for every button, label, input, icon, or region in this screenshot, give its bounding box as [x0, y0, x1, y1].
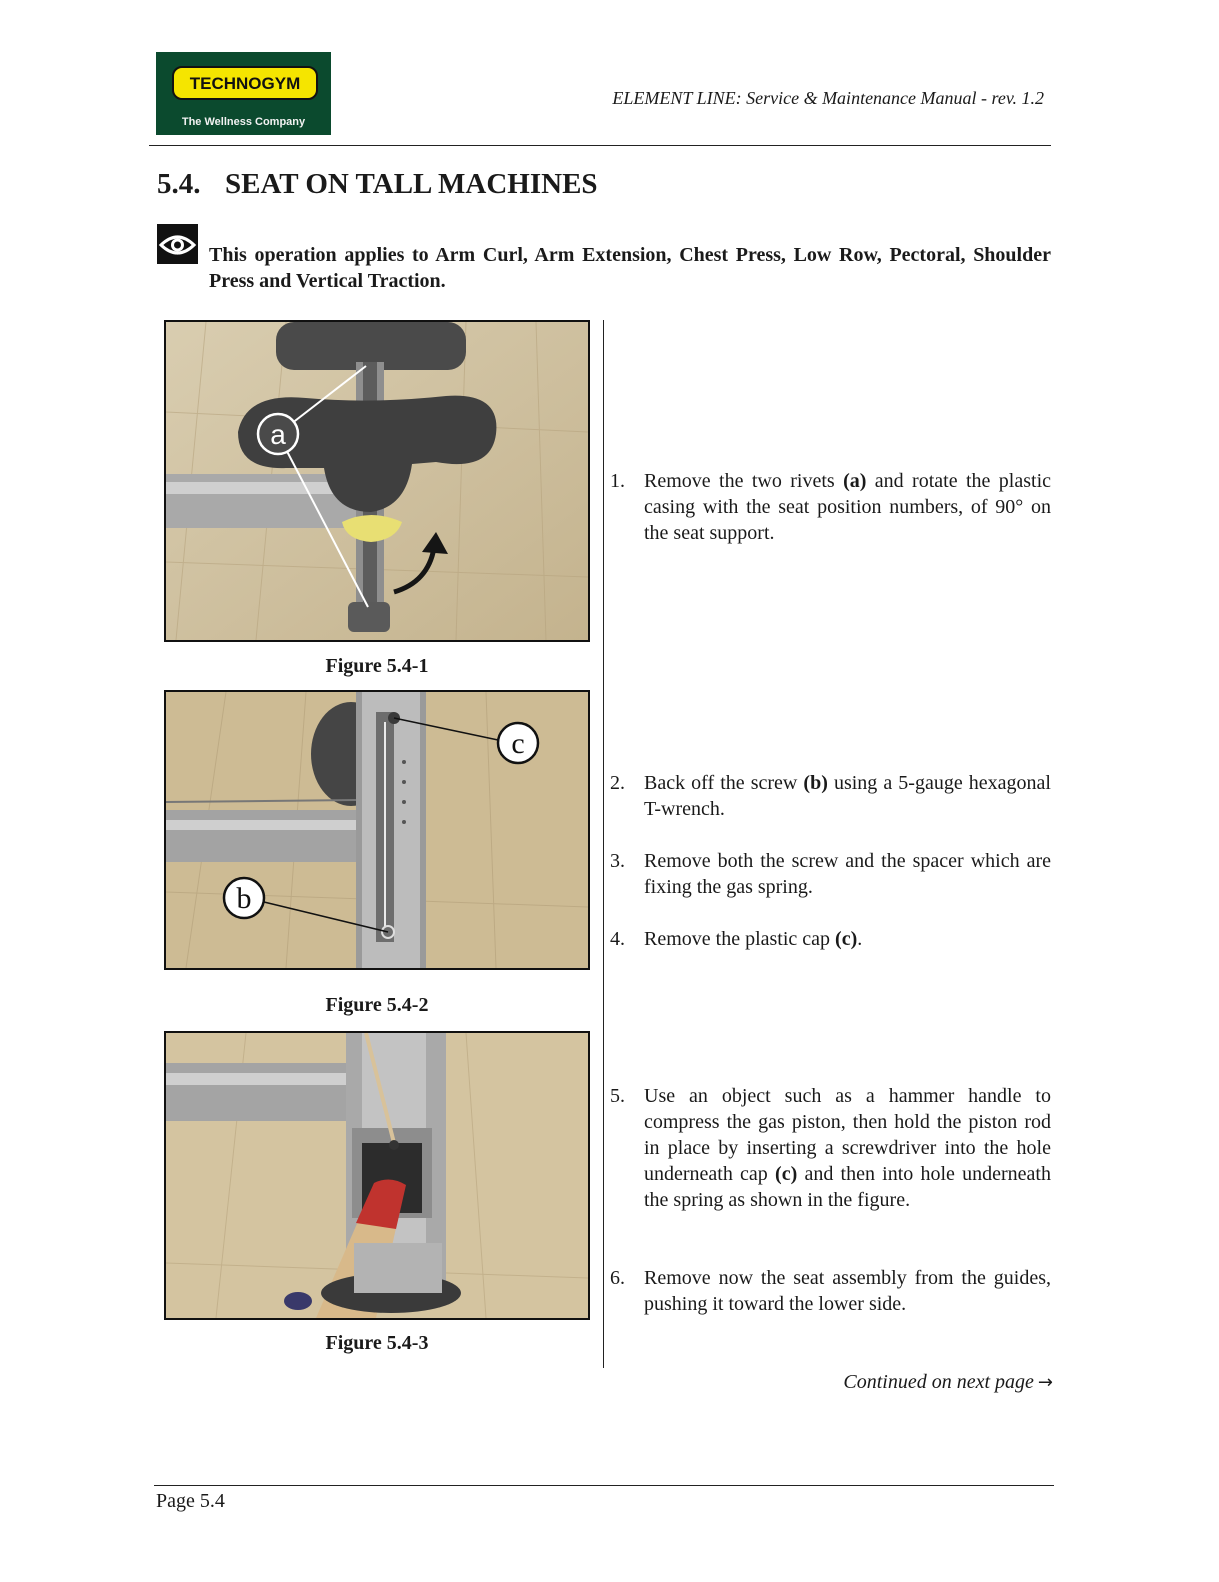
- column-divider: [603, 320, 604, 1368]
- section-number: 5.4.: [157, 168, 201, 200]
- figure-caption-2: Figure 5.4-2: [325, 994, 429, 1016]
- figure-5-4-1-photo: [164, 320, 590, 642]
- callout-a: a: [270, 419, 286, 450]
- continued-note: [843, 1371, 1053, 1394]
- figure-5-4-3-photo: [164, 1031, 590, 1320]
- step-text: Remove now the seat assembly from the guides, pushing it toward the lower side.: [644, 1267, 1051, 1315]
- step-text: Back off the screw (b) using a 5-gauge hexagonal T-wrench.: [644, 772, 1051, 820]
- document-title: ELEMENT LINE: Service & Maintenance Manual - rev. 1.2: [612, 88, 1044, 108]
- step-1: [610, 468, 1051, 546]
- part-reference: (c): [835, 928, 858, 950]
- step-6: [610, 1265, 1051, 1317]
- logo-badge: [172, 66, 318, 100]
- footer-divider: [154, 1485, 1054, 1486]
- step-number: 4.: [610, 928, 625, 950]
- step-text: Remove the two rivets (a) and rotate the plastic casing with the seat position numbers, of 90° on the seat support.: [644, 470, 1051, 544]
- step-number: 6.: [610, 1267, 625, 1289]
- step-number: 2.: [610, 772, 625, 794]
- page-number: Page 5.4: [156, 1490, 225, 1512]
- figure-caption-3: Figure 5.4-3: [325, 1332, 429, 1354]
- step-number: 5.: [610, 1085, 625, 1107]
- logo-wordmark: TECHNOGYM: [189, 74, 301, 93]
- step-text: Remove the plastic cap (c).: [644, 928, 863, 950]
- figure-5-4-2-photo: [164, 690, 590, 970]
- part-reference: (a): [843, 470, 867, 492]
- step-2: [610, 770, 1051, 822]
- eye-icon: [157, 224, 198, 264]
- part-reference: (b): [803, 772, 828, 794]
- figure-caption-1: Figure 5.4-1: [325, 655, 429, 677]
- section-title-text: SEAT ON TALL MACHINES: [225, 168, 598, 200]
- step-number: 3.: [610, 850, 625, 872]
- technogym-logo: [156, 52, 331, 135]
- callout-b: b: [236, 882, 252, 915]
- step-4: [610, 926, 1051, 952]
- header-divider: [149, 145, 1051, 146]
- step-text: Use an object such as a hammer handle to compress the gas piston, then hold the piston rod in place by inserting a screwdriver into the hole underneath cap (c) and then into hole underneath the spring as shown in the figure.: [644, 1085, 1051, 1211]
- callout-c: c: [511, 727, 525, 760]
- note-text: This operation applies to Arm Curl, Arm Extension, Chest Press, Low Row, Pectoral, Shoulder Press and Vertical Traction.: [209, 244, 1051, 292]
- logo-tagline: The Wellness Company: [181, 116, 306, 128]
- arrow-right-icon: →: [1037, 1372, 1053, 1393]
- part-reference: (c): [775, 1163, 798, 1185]
- step-text: Remove both the screw and the spacer which are fixing the gas spring.: [644, 850, 1051, 898]
- continued-text: Continued on next page: [843, 1371, 1034, 1393]
- step-3: [610, 848, 1051, 900]
- step-5: [610, 1083, 1051, 1213]
- section-title: [157, 168, 598, 201]
- step-number: 1.: [610, 470, 625, 492]
